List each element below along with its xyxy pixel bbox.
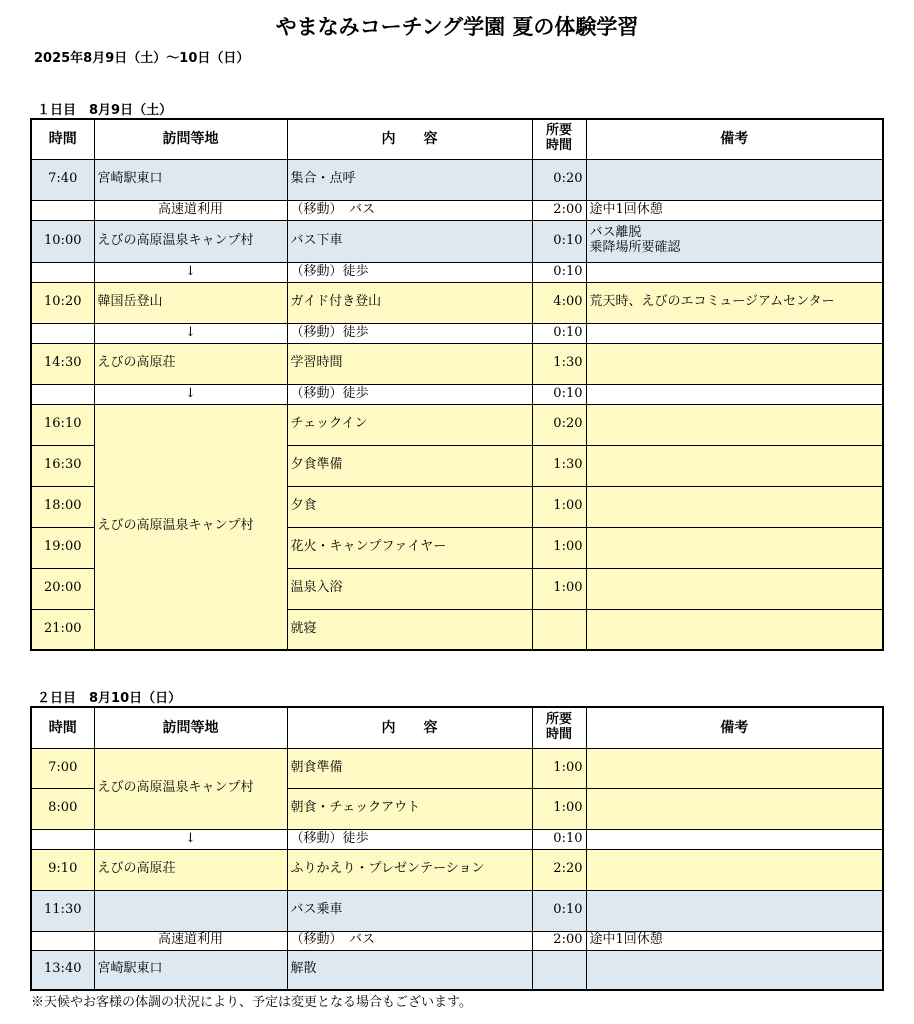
content-cell: 花火・キャンプファイヤー: [287, 527, 532, 568]
day2-title: ２日目 8月10日（日）: [37, 691, 182, 706]
header-time: 時間: [31, 119, 94, 159]
duration-cell: 0:20: [532, 159, 586, 200]
place-cell: えびの高原荘: [94, 343, 287, 384]
time-cell: 14:30: [31, 343, 94, 384]
time-cell: 10:20: [31, 282, 94, 323]
remarks-cell: [586, 445, 883, 486]
remarks-cell: [586, 527, 883, 568]
content-cell: 夕食準備: [287, 445, 532, 486]
duration-cell: 0:10: [532, 890, 586, 931]
content-cell: バス乗車: [287, 890, 532, 931]
content-cell: 温泉入浴: [287, 568, 532, 609]
duration-cell: 0:10: [532, 323, 586, 343]
duration-cell: 1:30: [532, 445, 586, 486]
header-place: 訪問等地: [94, 707, 287, 748]
date-range: 2025年8月9日（土）～10日（日）: [34, 51, 250, 66]
content-cell: バス下車: [287, 220, 532, 262]
remarks-cell: [586, 568, 883, 609]
table-row: [31, 849, 883, 890]
duration-cell: [532, 609, 586, 650]
time-cell: 19:00: [31, 527, 94, 568]
header-duration: 所要 時間: [532, 707, 586, 748]
remarks-cell: 途中1回休憩: [586, 200, 883, 220]
time-cell: 9:10: [31, 849, 94, 890]
time-cell: 20:00: [31, 568, 94, 609]
header-duration: 所要 時間: [532, 119, 586, 159]
content-cell: 夕食: [287, 486, 532, 527]
header-place: 訪問等地: [94, 119, 287, 159]
place-cell: えびの高原温泉キャンプ村: [94, 404, 287, 650]
table-row: [31, 200, 883, 220]
duration-cell: 2:00: [532, 931, 586, 950]
remarks-cell: [586, 384, 883, 404]
duration-cell: 0:10: [532, 262, 586, 282]
remarks-cell: [586, 609, 883, 650]
time-cell: 16:10: [31, 404, 94, 445]
place-cell: ↓: [94, 262, 287, 282]
time-cell: [31, 384, 94, 404]
content-cell: ふりかえり・プレゼンテーション: [287, 849, 532, 890]
content-cell: チェックイン: [287, 404, 532, 445]
content-cell: （移動） バス: [287, 200, 532, 220]
place-cell: えびの高原温泉キャンプ村: [94, 748, 287, 829]
table-row: [31, 384, 883, 404]
remarks-cell: 荒天時、えびのエコミュージアムセンター: [586, 282, 883, 323]
header-content: 内 容: [287, 707, 532, 748]
table-row: [31, 323, 883, 343]
time-cell: 18:00: [31, 486, 94, 527]
remarks-cell: 途中1回休憩: [586, 931, 883, 950]
time-cell: [31, 829, 94, 849]
time-cell: [31, 262, 94, 282]
duration-cell: 1:00: [532, 748, 586, 788]
time-cell: 7:00: [31, 748, 94, 788]
place-cell: えびの高原荘: [94, 849, 287, 890]
content-cell: 学習時間: [287, 343, 532, 384]
place-cell: 宮崎駅東口: [94, 159, 287, 200]
content-cell: 集合・点呼: [287, 159, 532, 200]
table-row: [31, 220, 883, 262]
place-cell: [94, 890, 287, 931]
table-header-row: [31, 707, 883, 748]
content-cell: 朝食準備: [287, 748, 532, 788]
duration-cell: 1:00: [532, 568, 586, 609]
place-cell: えびの高原温泉キャンプ村: [94, 220, 287, 262]
time-cell: [31, 200, 94, 220]
content-cell: （移動）徒歩: [287, 384, 532, 404]
remarks-cell: [586, 890, 883, 931]
footnote: ※天候やお客様の体調の状況により、予定は変更となる場合もございます。: [31, 995, 472, 1010]
time-cell: 11:30: [31, 890, 94, 931]
duration-cell: 4:00: [532, 282, 586, 323]
remarks-cell: [586, 486, 883, 527]
content-cell: （移動） バス: [287, 931, 532, 950]
remarks-cell: [586, 829, 883, 849]
remarks-cell: [586, 323, 883, 343]
day1-title: １日目 8月9日（土）: [37, 103, 173, 118]
duration-cell: 1:30: [532, 343, 586, 384]
time-cell: 13:40: [31, 950, 94, 990]
content-cell: （移動）徒歩: [287, 829, 532, 849]
table-row: [31, 282, 883, 323]
table-row: [31, 343, 883, 384]
content-cell: 朝食・チェックアウト: [287, 788, 532, 829]
duration-cell: 0:10: [532, 220, 586, 262]
duration-cell: 2:20: [532, 849, 586, 890]
time-cell: 7:40: [31, 159, 94, 200]
time-cell: 21:00: [31, 609, 94, 650]
table-row: [31, 748, 883, 788]
remarks-cell: [586, 950, 883, 990]
duration-cell: 1:00: [532, 788, 586, 829]
remarks-cell: [586, 343, 883, 384]
header-time: 時間: [31, 707, 94, 748]
place-cell: 高速道利用: [94, 200, 287, 220]
day2-schedule-table: [30, 706, 884, 991]
place-cell: 宮崎駅東口: [94, 950, 287, 990]
time-cell: 10:00: [31, 220, 94, 262]
duration-cell: 2:00: [532, 200, 586, 220]
remarks-cell: [586, 849, 883, 890]
time-cell: 16:30: [31, 445, 94, 486]
duration-cell: 0:10: [532, 829, 586, 849]
remarks-cell: [586, 159, 883, 200]
content-cell: （移動）徒歩: [287, 262, 532, 282]
content-cell: ガイド付き登山: [287, 282, 532, 323]
table-row: [31, 404, 883, 445]
place-cell: 高速道利用: [94, 931, 287, 950]
place-cell: 韓国岳登山: [94, 282, 287, 323]
page-title: やまなみコーチング学園 夏の体験学習: [275, 15, 639, 39]
table-row: [31, 262, 883, 282]
table-row: [31, 829, 883, 849]
content-cell: 解散: [287, 950, 532, 990]
header-remarks: 備考: [586, 707, 883, 748]
table-row: [31, 890, 883, 931]
duration-cell: 1:00: [532, 527, 586, 568]
table-row: [31, 931, 883, 950]
table-row: [31, 950, 883, 990]
remarks-cell: バス離脱 乗降場所要確認: [586, 220, 883, 262]
day1-schedule-table: [30, 118, 884, 651]
header-remarks: 備考: [586, 119, 883, 159]
time-cell: 8:00: [31, 788, 94, 829]
remarks-cell: [586, 404, 883, 445]
table-row: [31, 159, 883, 200]
remarks-cell: [586, 788, 883, 829]
duration-cell: 1:00: [532, 486, 586, 527]
table-header-row: [31, 119, 883, 159]
remarks-cell: [586, 748, 883, 788]
duration-cell: 0:20: [532, 404, 586, 445]
time-cell: [31, 323, 94, 343]
place-cell: ↓: [94, 323, 287, 343]
content-cell: （移動）徒歩: [287, 323, 532, 343]
content-cell: 就寝: [287, 609, 532, 650]
time-cell: [31, 931, 94, 950]
place-cell: ↓: [94, 384, 287, 404]
place-cell: ↓: [94, 829, 287, 849]
duration-cell: [532, 950, 586, 990]
header-content: 内 容: [287, 119, 532, 159]
duration-cell: 0:10: [532, 384, 586, 404]
remarks-cell: [586, 262, 883, 282]
